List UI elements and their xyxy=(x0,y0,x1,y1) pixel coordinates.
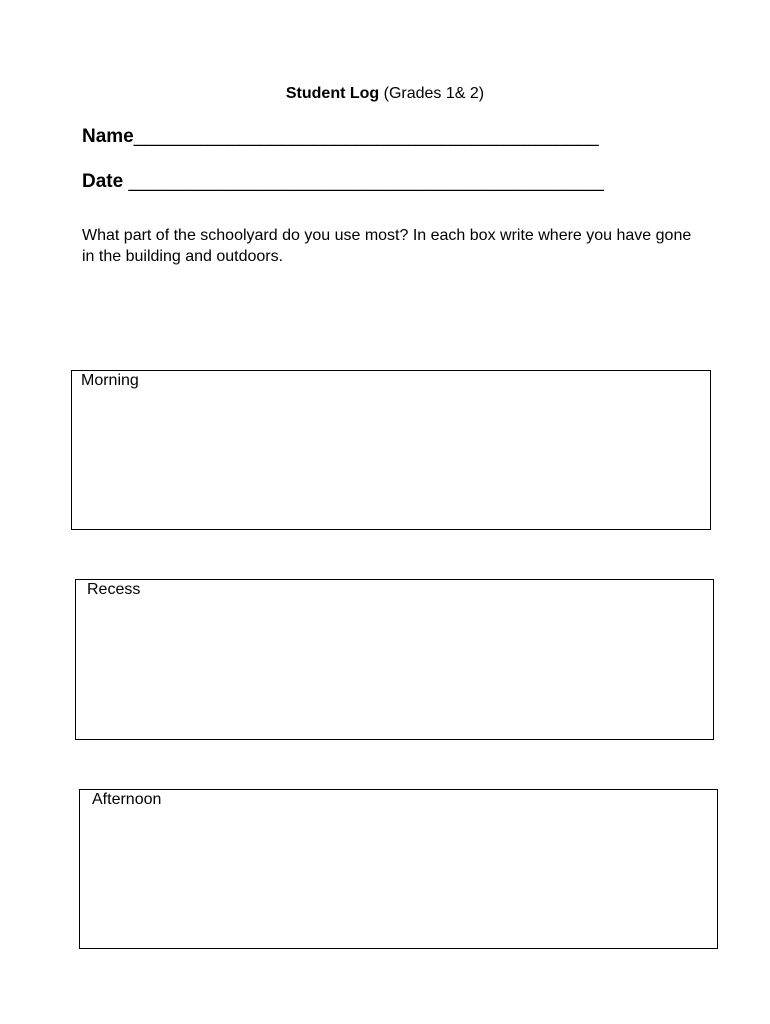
name-label: Name xyxy=(82,126,134,147)
title-bold: Student Log xyxy=(285,85,380,102)
page-title xyxy=(0,85,770,103)
name-blank-line[interactable]: ____________________________________________ xyxy=(133,126,599,147)
title-grades: (Grades 1& 2) xyxy=(379,85,485,102)
recess-label: Recess xyxy=(87,581,141,598)
date-label: Date xyxy=(82,171,124,192)
date-blank-line[interactable]: _____________________________________________ xyxy=(123,171,604,192)
afternoon-box[interactable] xyxy=(79,789,718,949)
morning-label: Morning xyxy=(81,372,139,389)
afternoon-label: Afternoon xyxy=(92,791,162,808)
morning-box[interactable] xyxy=(71,370,711,530)
instructions-text: What part of the schoolyard do you use most? In each box write where you have gone in the building and outdoors. xyxy=(82,227,692,265)
recess-box[interactable] xyxy=(75,579,714,740)
name-field[interactable] xyxy=(82,126,599,148)
date-field[interactable] xyxy=(82,171,604,193)
